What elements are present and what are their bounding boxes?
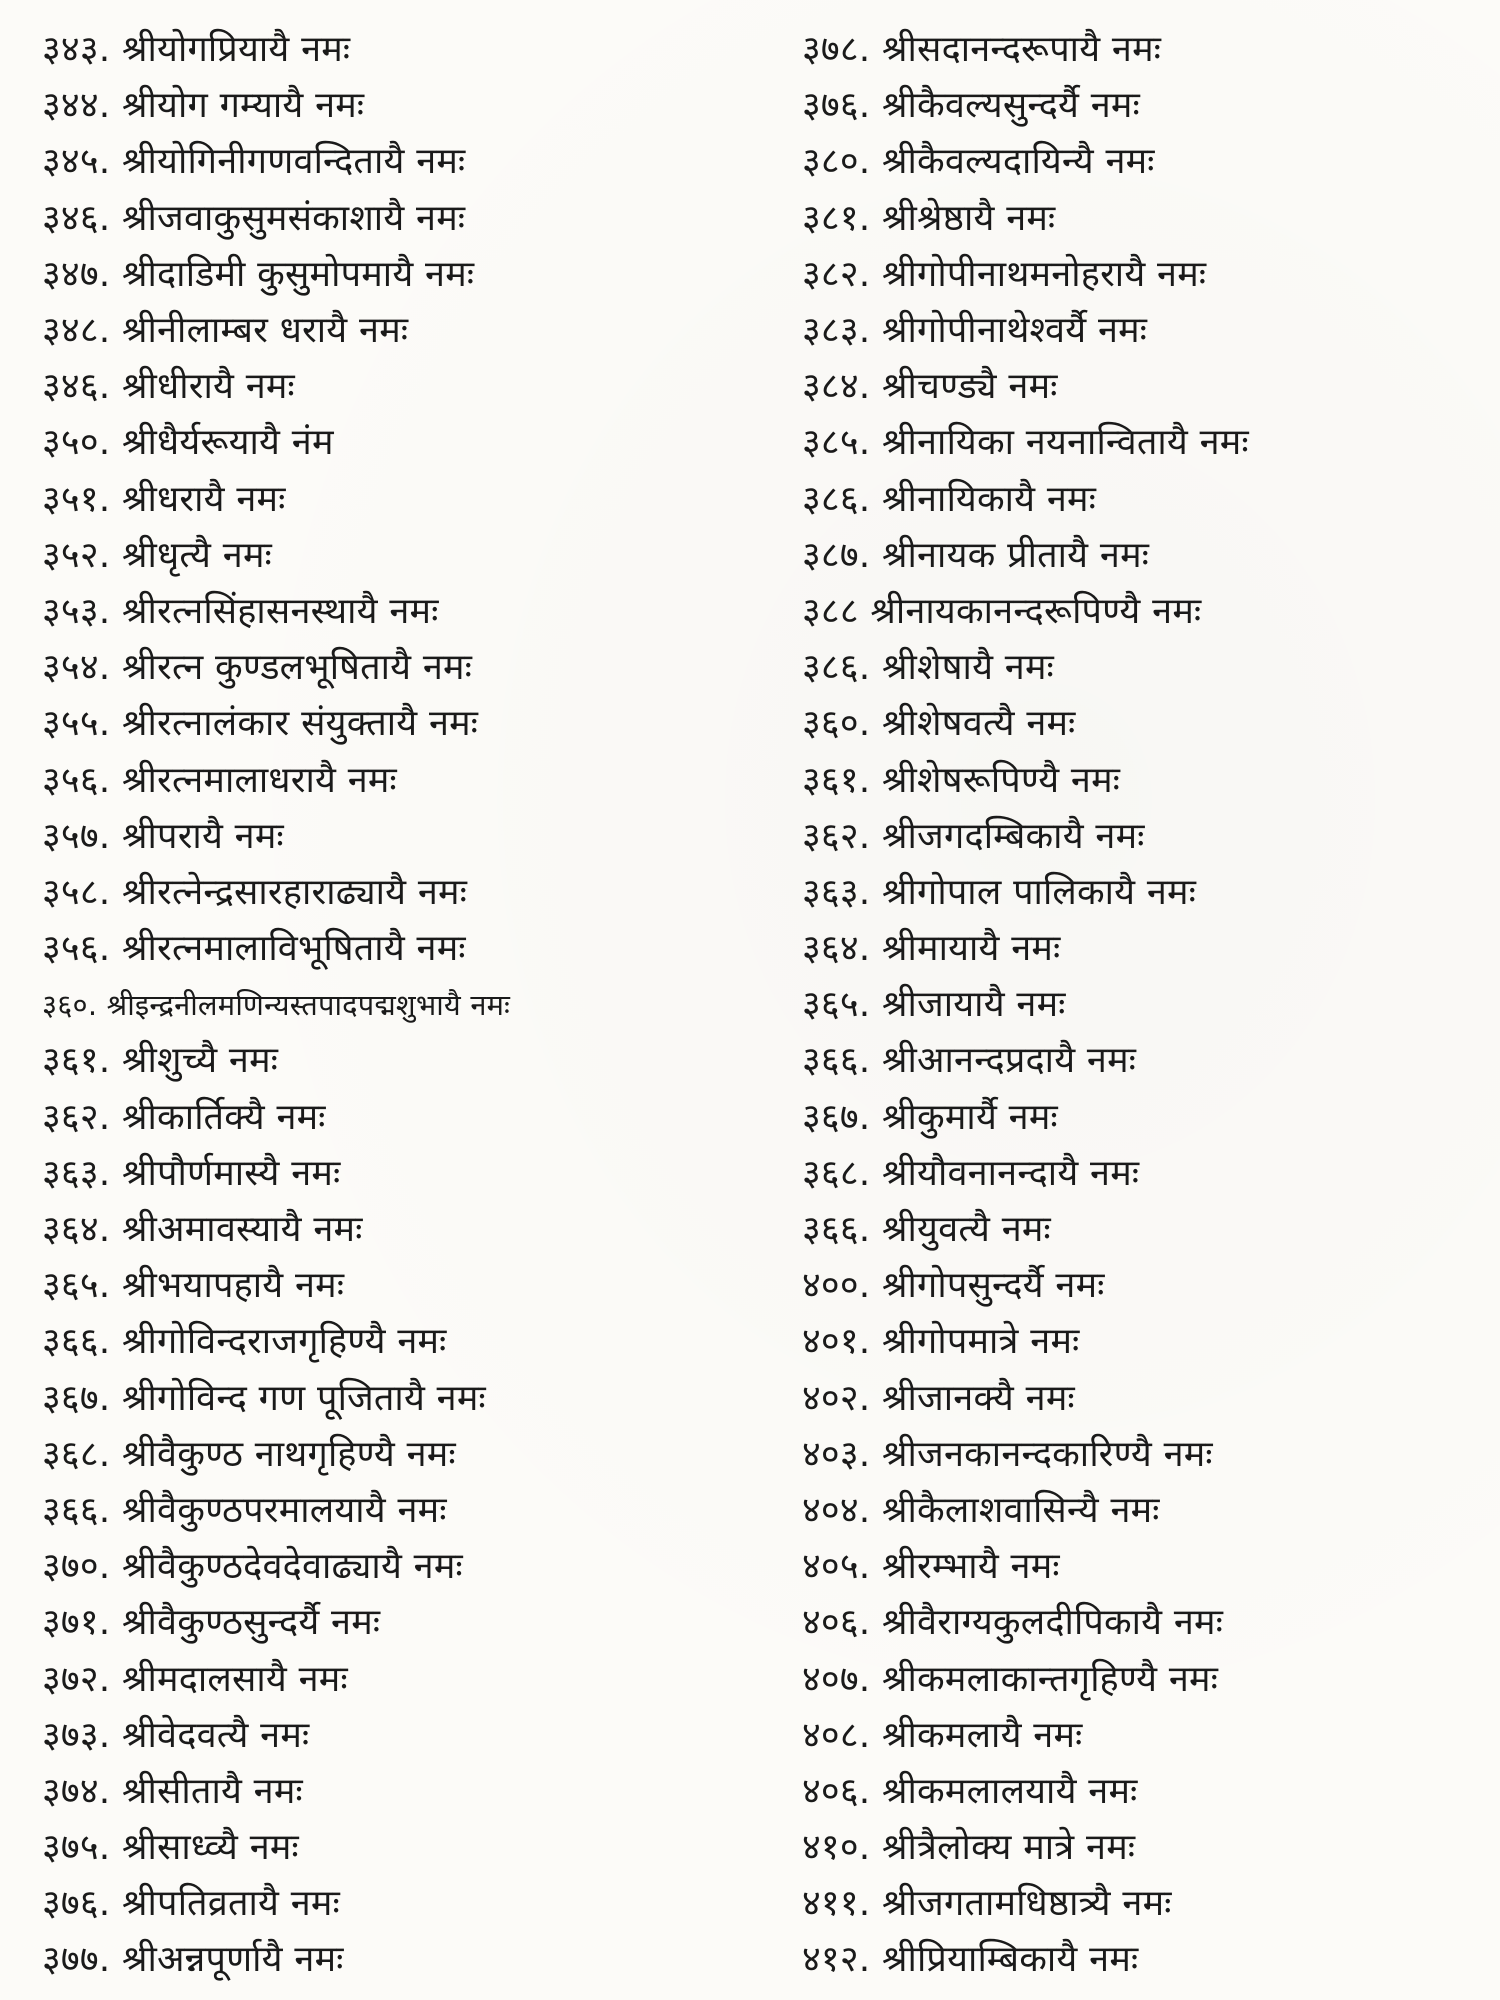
entry-text: ३८६. श्रीनायिकायै नमः [802,478,1097,520]
list-item [42,1820,782,1876]
entry-text: ३४७. श्रीदाडिमी कुसुमोपमायै नमः [42,253,475,295]
entry-text: ४०७. श्रीकमलाकान्तगृहिण्यै नमः [802,1658,1219,1700]
list-item [802,1371,1492,1427]
list-item [802,1708,1492,1764]
list-item [802,809,1492,865]
entry-text: ४११. श्रीजगतामधिष्ठात्र्यै नमः [802,1883,1172,1925]
list-item [802,1820,1492,1876]
entry-text: ३४३. श्रीयोगप्रियायै नमः [42,29,351,71]
list-item [802,1314,1492,1370]
list-item [42,1033,782,1089]
entry-text: ३६०. श्रीइन्द्रनीलमणिन्यस्तपादपद्मशुभायै नमः [42,987,511,1022]
entry-text: ३६४. श्रीमायायै नमः [802,928,1061,970]
list-item [42,1483,782,1539]
entry-text: ३६६. श्रीयुवत्यै नमः [802,1209,1051,1251]
list-item [42,78,782,134]
entry-text: ४००. श्रीगोपसुन्दर्यै नमः [802,1265,1105,1307]
entry-text: ४०२. श्रीजानक्यै नमः [802,1377,1075,1419]
entry-text: ३७१. श्रीवैकुण्ठसुन्दर्यै नमः [42,1602,381,1644]
entry-text: ३५५. श्रीरत्नालंकार संयुक्तायै नमः [42,703,479,745]
list-item [42,752,782,808]
list-item [802,1033,1492,1089]
list-item [802,359,1492,415]
list-item [42,977,782,1033]
list-item [42,22,782,78]
entry-text: ३७८. श्रीसदानन्दरूपायै नमः [802,29,1162,71]
list-item [802,472,1492,528]
entry-text: ३५६. श्रीरत्नमालाविभूषितायै नमः [42,928,466,970]
list-item [802,1202,1492,1258]
entry-text: ३६५. श्रीभयापहायै नमः [42,1265,345,1307]
entry-text: ३६५. श्रीजायायै नमः [802,984,1066,1026]
list-item [42,134,782,190]
list-item [42,359,782,415]
entry-text: ४१२. श्रीप्रियाम्बिकायै नमः [802,1939,1139,1981]
entry-text: ३७०. श्रीवैकुण्ठदेवदेवाढ्यायै नमः [42,1546,463,1588]
list-item [802,752,1492,808]
list-item [802,865,1492,921]
list-item [802,977,1492,1033]
entry-text: ३७७. श्रीअन्नपूर्णायै नमः [42,1939,344,1981]
entry-text: ३८०. श्रीकैवल्यदायिन्यै नमः [802,141,1155,183]
entry-text: ३५३. श्रीरत्नसिंहासनस्थायै नमः [42,590,439,632]
list-item [42,865,782,921]
list-item [802,1651,1492,1707]
entry-text: ३५८. श्रीरत्नेन्द्रसारहाराढ्यायै नमः [42,871,468,913]
entry-text: ३८२. श्रीगोपीनाथमनोहरायै नमः [802,253,1207,295]
list-item [42,1764,782,1820]
entry-text: ३५२. श्रीधृत्यै नमः [42,534,272,576]
list-item [802,247,1492,303]
entry-text: ४०४. श्रीकैलाशवासिन्यै नमः [802,1489,1160,1531]
entry-text: ३४६. श्रीधीरायै नमः [42,366,295,408]
list-item [42,640,782,696]
entry-text: ४०३. श्रीजनकानन्दकारिण्यै नमः [802,1433,1213,1475]
list-item [42,1371,782,1427]
list-item [802,528,1492,584]
list-item [802,921,1492,977]
list-item [802,22,1492,78]
entry-text: ३५६. श्रीरत्नमालाधरायै नमः [42,759,397,801]
list-item [802,415,1492,471]
entry-text: ३६०. श्रीशेषवत्यै नमः [802,703,1076,745]
list-item [802,1146,1492,1202]
entry-text: ३६७. श्रीकुमार्यै नमः [802,1096,1058,1138]
entry-text: ३६७. श्रीगोविन्द गण पूजितायै नमः [42,1377,486,1419]
list-item [802,1932,1492,1988]
list-item [802,134,1492,190]
entry-text: ३६१. श्रीशेषरूपिण्यै नमः [802,759,1121,801]
entry-text: ३७६. श्रीपतिव्रतायै नमः [42,1883,340,1925]
entry-text: ४१०. श्रीत्रैलोक्य मात्रे नमः [802,1827,1136,1869]
list-item [802,1258,1492,1314]
entry-text: ३४५. श्रीयोगिनीगणवन्दितायै नमः [42,141,466,183]
list-item [42,1708,782,1764]
list-item [42,1651,782,1707]
entry-text: ३६३. श्रीपौर्णमास्यै नमः [42,1152,341,1194]
list-item [42,1258,782,1314]
list-item [802,191,1492,247]
entry-text: ३६८. श्रीवैकुण्ठ नाथगृहिण्यै नमः [42,1433,456,1475]
entry-text: ३६६. श्रीगोविन्दराजगृहिण्यै नमः [42,1321,447,1363]
list-item [42,1876,782,1932]
entry-text: ४०६. श्रीकमलालयायै नमः [802,1770,1138,1812]
entry-text: ४०१. श्रीगोपमात्रे नमः [802,1321,1080,1363]
entry-text: ३७३. श्रीवेदवत्यै नमः [42,1714,310,1756]
list-item [802,640,1492,696]
list-item [802,1539,1492,1595]
list-item [802,1764,1492,1820]
entry-text: ३६४. श्रीअमावस्यायै नमः [42,1209,363,1251]
entry-text: ३५७. श्रीपरायै नमः [42,815,284,857]
entry-text: ४०५. श्रीरम्भायै नमः [802,1546,1060,1588]
list-item [802,1090,1492,1146]
entry-text: ३६२. श्रीकार्तिक्यै नमः [42,1096,326,1138]
list-item [42,1314,782,1370]
entry-text: ३८८ श्रीनायकानन्दरूपिण्यै नमः [802,590,1202,632]
list-item [42,415,782,471]
list-item [42,1427,782,1483]
entry-text: ३६३. श्रीगोपाल पालिकायै नमः [802,871,1197,913]
list-item [802,1876,1492,1932]
entry-text: ३७४. श्रीसीतायै नमः [42,1770,303,1812]
list-item [42,921,782,977]
entry-text: ४०६. श्रीवैराग्यकुलदीपिकायै नमः [802,1602,1224,1644]
list-item [42,1146,782,1202]
list-item [42,1202,782,1258]
list-item [42,1090,782,1146]
list-item [42,1539,782,1595]
list-item [42,191,782,247]
entry-text: ४०८. श्रीकमलायै नमः [802,1714,1083,1756]
list-item [42,1595,782,1651]
list-item [802,696,1492,752]
entry-text: ३८७. श्रीनायक प्रीतायै नमः [802,534,1150,576]
entry-text: ३४८. श्रीनीलाम्बर धरायै नमः [42,310,409,352]
list-item [802,1427,1492,1483]
entry-text: ३४४. श्रीयोग गम्यायै नमः [42,85,365,127]
entry-text: ३८४. श्रीचण्ड्यै नमः [802,366,1058,408]
left-column [42,22,782,1989]
entry-text: ३८१. श्रीश्रेष्ठायै नमः [802,197,1056,239]
entry-text: ३५४. श्रीरत्न कुण्डलभूषितायै नमः [42,647,473,689]
list-item [802,78,1492,134]
list-item [42,472,782,528]
entry-text: ३६२. श्रीजगदम्बिकायै नमः [802,815,1145,857]
list-item [42,1932,782,1988]
entry-text: ३५१. श्रीधरायै नमः [42,478,286,520]
list-item [802,584,1492,640]
entry-text: ३६१. श्रीशुच्यै नमः [42,1040,279,1082]
right-column [802,22,1492,1989]
entry-text: ३६६. श्रीवैकुण्ठपरमालयायै नमः [42,1489,447,1531]
entry-text: ३५०. श्रीधैर्यरूयायै नंम [42,422,334,464]
list-item [42,247,782,303]
entry-text: ३७६. श्रीकैवल्यसुन्दर्यै नमः [802,85,1140,127]
entry-text: ३४६. श्रीजवाकुसुमसंकाशायै नमः [42,197,466,239]
entry-text: ३८६. श्रीशेषायै नमः [802,647,1054,689]
entry-text: ३८३. श्रीगोपीनाथेश्वर्यै नमः [802,310,1148,352]
list-item [42,696,782,752]
list-item [42,303,782,359]
list-item [802,303,1492,359]
entry-text: ३७२. श्रीमदालसायै नमः [42,1658,348,1700]
entry-text: ३६६. श्रीआनन्दप्रदायै नमः [802,1040,1137,1082]
entry-text: ३७५. श्रीसाध्व्यै नमः [42,1827,299,1869]
entry-text: ३८५. श्रीनायिका नयनान्वितायै नमः [802,422,1249,464]
list-item [802,1483,1492,1539]
list-item [42,809,782,865]
entry-text: ३६८. श्रीयौवनानन्दायै नमः [802,1152,1140,1194]
list-item [42,584,782,640]
list-item [42,528,782,584]
list-item [802,1595,1492,1651]
